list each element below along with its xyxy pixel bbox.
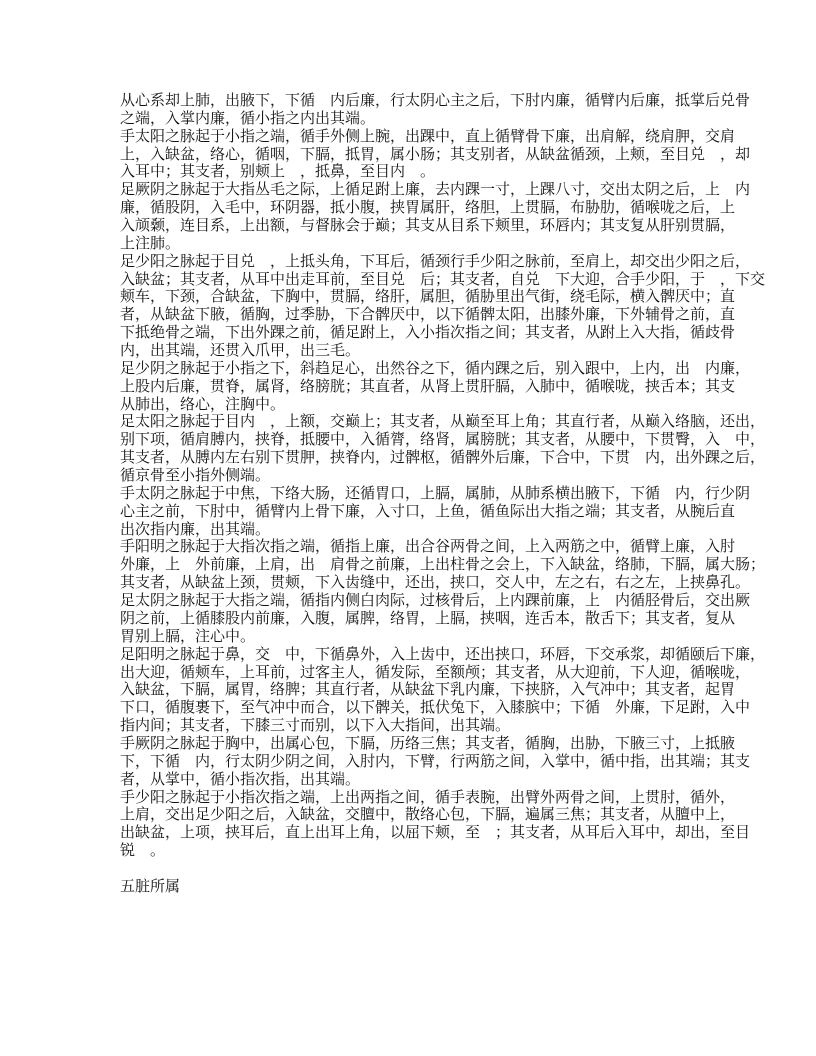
text-line: 上注肺。 <box>120 233 181 252</box>
text-line: 手太阴之脉起于中焦，下络大肠，还循胃口，上膈，属肺，从肺系横出腋下，下循 内，行少阴 <box>120 483 751 502</box>
text-line: 入缺盆，下膈，属胃，络脾；其直行者，从缺盆下乳内廉，下挟脐，入气冲中；其支者，起胃 <box>120 680 736 699</box>
meridian-paragraph <box>120 787 751 860</box>
text-line: 阴之前，上循膝股内前廉，入腹，属脾，络胃，上膈，挟咽，连舌本，散舌下；其支者，复从 <box>120 608 736 627</box>
text-line: 手厥阴之脉起于胸中，出属心包，下膈，历络三焦；其支者，循胸，出胁，下腋三寸，上抵腋 <box>120 733 736 752</box>
text-line: 手少阳之脉起于小指次指之端，上出两指之间，循手表腕，出臂外两骨之间，上贯肘，循外， <box>120 787 736 806</box>
text-line: 内，出其端，还贯入爪甲，出三毛。 <box>120 341 361 360</box>
text-line: 下抵绝骨之端，下出外踝之前，循足跗上，入小指次指之间；其支者，从跗上入大指，循歧骨 <box>120 323 736 342</box>
document-page <box>120 91 766 896</box>
text-line: 颊车，下颈，合缺盆，下胸中，贯膈，络肝，属胆，循胁里出气街，绕毛际，横入髀厌中；直 <box>120 287 736 306</box>
text-line: 之端，入掌内廉，循小指之内出其端。 <box>120 108 376 127</box>
text-line: 出次指内廉，出其端。 <box>120 519 271 538</box>
meridian-paragraph <box>120 537 766 592</box>
text-line: 足少阳之脉起于目兑 ，上抵头角，下耳后，循颈行手少阳之脉前，至肩上，却交出少阳之后， <box>120 251 751 270</box>
text-line: 循京骨至小指外侧端。 <box>120 466 271 485</box>
text-line: 者，从缺盆下腋，循胸，过季胁，下合髀厌中，以下循髀太阳，出膝外廉，下外辅骨之前，直 <box>120 305 736 324</box>
text-line: 下，下循 内，行太阴少阴之间，入肘内，下臂，行两筋之间，入掌中，循中指，出其端；其支 <box>120 751 751 770</box>
meridian-paragraph <box>120 591 751 646</box>
text-line: 其支者，从膊内左右别下贯胛，挟脊内，过髀枢，循髀外后廉，下合中，下贯 内，出外踝之后， <box>120 448 766 467</box>
text-line: 外廉，上 外前廉，上肩，出 肩骨之前廉，上出柱骨之会上，下入缺盆，络肺，下膈，属大肠； <box>120 555 766 574</box>
meridian-paragraph <box>120 358 751 414</box>
text-line: 上股内后廉，贯脊，属肾，络膀胱；其直者，从肾上贯肝膈，入肺中，循喉咙，挟舌本；其支 <box>120 376 736 395</box>
text-line: 足太阳之脉起于目内 ，上额，交巅上；其支者，从巅至耳上角；其直行者，从巅入络脑，还出， <box>120 412 766 431</box>
text-line: 足阳明之脉起于鼻，交 中，下循鼻外，入上齿中，还出挟口，环唇，下交承浆，却循颐后下廉， <box>120 644 766 663</box>
meridian-paragraph <box>120 412 766 485</box>
meridian-paragraph <box>120 251 766 360</box>
text-line: 廉，循股阴，入毛中，环阴器，抵小腹，挟胃属肝，络胆，上贯膈，布胁肋，循喉咙之后，上 <box>120 198 736 217</box>
text-line: 从肺出，络心，注胸中。 <box>120 394 286 413</box>
text-line: 足太阴之脉起于大指之端，循指内侧白肉际，过核骨后，上内踝前廉，上 内循胫骨后，交出厥 <box>120 591 751 610</box>
text-line: 者，从掌中，循小指次指，出其端。 <box>120 769 361 788</box>
text-line: 出缺盆，上项，挟耳后，直上出耳上角，以屈下颊，至 ；其支者，从耳后入耳中，却出，至目 <box>120 823 751 842</box>
text-line: 上肩，交出足少阳之后，入缺盆，交膻中，散络心包，下膈，遍属三焦；其支者，从膻中上， <box>120 805 736 824</box>
text-line: 指内间；其支者，下膝三寸而别，以下入大指间，出其端。 <box>120 716 511 735</box>
text-line: 从心系却上肺，出腋下，下循 内后廉，行太阴心主之后，下肘内廉，循臂内后廉，抵掌后兑骨 <box>120 91 751 109</box>
text-line: 手太阳之脉起于小指之端，循手外侧上腕，出踝中，直上循臂骨下廉，出肩解，绕肩胛，交肩 <box>120 126 736 145</box>
text-line: 足厥阴之脉起于大指丛毛之际，上循足跗上廉，去内踝一寸，上踝八寸，交出太阴之后，上 内 <box>120 180 751 199</box>
meridian-paragraph <box>120 483 751 539</box>
section-heading: 五脏所属 <box>120 876 181 895</box>
meridian-paragraph <box>120 126 751 182</box>
text-line: 出大迎，循颊车，上耳前，过客主人，循发际，至额颅；其支者，从大迎前，下人迎，循喉咙， <box>120 662 751 681</box>
text-line: 下口，循腹裹下，至气冲中而合，以下髀关，抵伏兔下，入膝膑中；下循 外廉，下足跗，入中 <box>120 698 751 717</box>
text-line: 手阳明之脉起于大指次指之端，循指上廉，出合谷两骨之间，上入两筋之中，循臂上廉，入肘 <box>120 537 736 556</box>
text-line: 上，入缺盆，络心，循咽，下膈，抵胃，属小肠；其支别者，从缺盆循颈，上颊，至目兑 ，却 <box>120 144 751 163</box>
blank-spacer <box>120 860 700 878</box>
meridian-paragraph <box>120 733 751 789</box>
text-line: 足少阴之脉起于小指之下，斜趋足心，出然谷之下，循内踝之后，别入跟中，上内，出 内廉， <box>120 358 751 377</box>
meridian-paragraph <box>120 180 751 252</box>
text-line: 入耳中；其支者，别颊上 ，抵鼻，至目内 。 <box>120 162 436 181</box>
text-line: 锐 。 <box>120 841 166 860</box>
text-line: 别下项，循肩膊内，挟脊，抵腰中，入循膂，络肾，属膀胱；其支者，从腰中，下贯臀，入 中， <box>120 430 766 449</box>
text-line: 其支者，从缺盆上颈，贯颊，下入齿缝中，还出，挟口，交人中，左之右，右之左，上挟鼻孔。 <box>120 573 751 592</box>
text-line: 入缺盆；其支者，从耳中出走耳前，至目兑 后；其支者，自兑 下大迎，合手少阳，于 ，下交 <box>120 269 766 288</box>
text-line: 心主之前，下肘中，循臂内上骨下廉，入寸口，上鱼，循鱼际出大指之端；其支者，从腕后直 <box>120 501 736 520</box>
meridian-paragraph <box>120 91 751 128</box>
text-line: 胃别上膈，注心中。 <box>120 626 256 645</box>
text-line: 入颃颡，连目系，上出额，与督脉会于巅；其支从目系下颊里，环唇内；其支复从肝别贯膈， <box>120 216 736 235</box>
meridian-paragraph <box>120 644 766 735</box>
